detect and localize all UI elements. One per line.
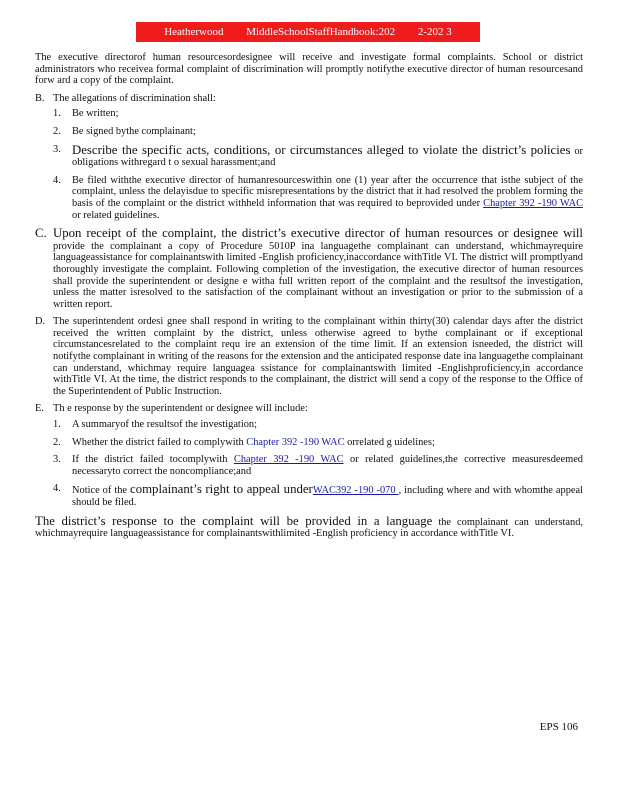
section-d-letter: D. — [35, 316, 46, 328]
list-item-number: 2. — [53, 436, 61, 448]
list-item-text: Be signed bythe complainant; — [72, 125, 196, 137]
list-item — [53, 419, 583, 431]
list-item-text: or obligations withregard t o sexual harassment;and — [72, 145, 583, 169]
section-e-list — [53, 419, 583, 509]
closing-lead-text: The district’s response to the complaint will be provided in a language — [35, 513, 433, 528]
section-e-letter: E. — [35, 403, 44, 415]
wac-appeal-link[interactable]: WAC392 -190 -070 — [312, 485, 399, 497]
list-item — [53, 175, 583, 221]
list-item — [53, 108, 583, 120]
list-item-number: 3. — [53, 454, 61, 466]
section-d — [35, 316, 583, 397]
intro-paragraph: The executive directorof human resourcesordesignee will receive and investigate formal complaints. School or district administrators who receivea formal complaint of discrimination will promptly notifythe executive director of human resourcesand forw ard a copy of the complaint. — [35, 52, 583, 87]
header-year: 2-202 3 — [417, 26, 452, 38]
section-c-letter: C. — [35, 226, 47, 241]
list-item — [53, 454, 583, 477]
list-item-number: 4. — [53, 483, 61, 495]
section-e-text: Th e response by the superintendent or designee will include: — [53, 403, 308, 415]
header-title: MiddleSchoolStaffHandbook:202 — [246, 26, 396, 38]
header-school: Heatherwood — [164, 26, 224, 38]
list-item-number: 2. — [53, 125, 61, 137]
list-item-lead-text: Describe the specific acts, conditions, or circumstances alleged to violate the district’s policies — [72, 142, 571, 157]
section-c-text: provide the complainant a copy of Procedure 5010P ina languagethe complainant can understand, whichmayrequire languageassistance for complainantswith limited -English proficiency,inaccordance withTitle VI. The district will promptlyand thoroughly investigate the complaint. Following completion of the investigation, the executive director of human resources shall provide the superintendent or designe e witha full written report of the complaint and the resultsof the investigation, unless the matter isresolved to the satisfaction of the complainant without an investigation or prior to the submission of a written report. — [53, 240, 583, 310]
list-item — [53, 144, 583, 169]
list-item-text: If the district failed tocomplywith — [72, 454, 234, 466]
section-c — [35, 227, 583, 310]
page-number: EPS 106 — [539, 721, 578, 733]
wac-chapter-link[interactable]: Chapter 392 -190 WAC — [246, 436, 345, 448]
list-item — [53, 483, 583, 508]
list-item-text: A summaryof the resultsof the investigation; — [72, 419, 257, 431]
list-item-text-after: or related guidelines,the corrective measuresdeemed necessaryto correct the noncompliance;and — [72, 454, 584, 477]
list-item-number: 1. — [53, 108, 61, 120]
list-item-lead-text: complainant’s right to appeal under — [130, 482, 313, 497]
section-d-text: The superintendent ordesi gnee shall respond in writing to the complainant within thirty(30) calendar days after the district received the written complaint by the district, unless otherwise agreed to bythe complainant or if exceptional circumstancesrelated to the complaint requ ire an extension of the time limit. If an extension isneeded, the district will notifythe complainant in writing of the reasons for the extension and the anticipated response date ina languagethe complainant can understand, whichmay require languagea ssistance for complainantswith limited -Englishproficiency,in accordance withTitle VI. At the time, the district responds to the complainant, the district will send a copy of the response to the Office of the Superintendent of Public Instruction. — [53, 316, 583, 397]
section-c-paragraph — [53, 227, 583, 310]
list-item-number: 3. — [53, 143, 61, 155]
list-item-text-after: or related guidelines. — [72, 209, 160, 221]
list-item-text-after: , including where and with whomthe appeal should be filed. — [72, 485, 584, 508]
section-b — [35, 93, 583, 221]
section-b-text: The allegations of discrimination shall: — [53, 92, 216, 104]
list-item-text: Be filed withthe executive director of humanresourceswithin one (1) year after the occurrence that isthe subject of the complaint, unless the delayisdue to specific misrepresentations by the district that it had resolved the problem forming the basis of the complaint or the district withheld information that was required to beprovided under — [72, 174, 583, 209]
section-b-letter: B. — [35, 92, 45, 104]
section-c-lead-text: Upon receipt of the complaint, the district’s executive director of human resources or designee will — [53, 226, 583, 241]
list-item-number: 1. — [53, 419, 61, 431]
list-item-number: 4. — [53, 174, 61, 186]
list-item — [53, 126, 583, 138]
list-item-text: Be written; — [72, 108, 119, 120]
page-header-banner — [136, 22, 480, 42]
section-e — [35, 403, 583, 508]
list-item-text-after: orrelated g uidelines; — [344, 436, 435, 448]
closing-text: the complainant can understand, whichmayrequire languageassistance for complainantswithlimited -English proficiency in accordance withTitle VI. — [35, 516, 583, 540]
section-b-list — [53, 108, 583, 221]
list-item-text: Notice of the — [72, 485, 131, 497]
closing-paragraph — [35, 515, 583, 540]
wac-chapter-link[interactable]: Chapter 392 -190 WAC — [483, 197, 583, 209]
list-item-text: Whether the district failed to complywith — [72, 436, 247, 448]
wac-chapter-link[interactable]: Chapter 392 -190 WAC — [233, 454, 344, 466]
handbook-page-body — [35, 52, 583, 540]
list-item — [53, 437, 583, 449]
